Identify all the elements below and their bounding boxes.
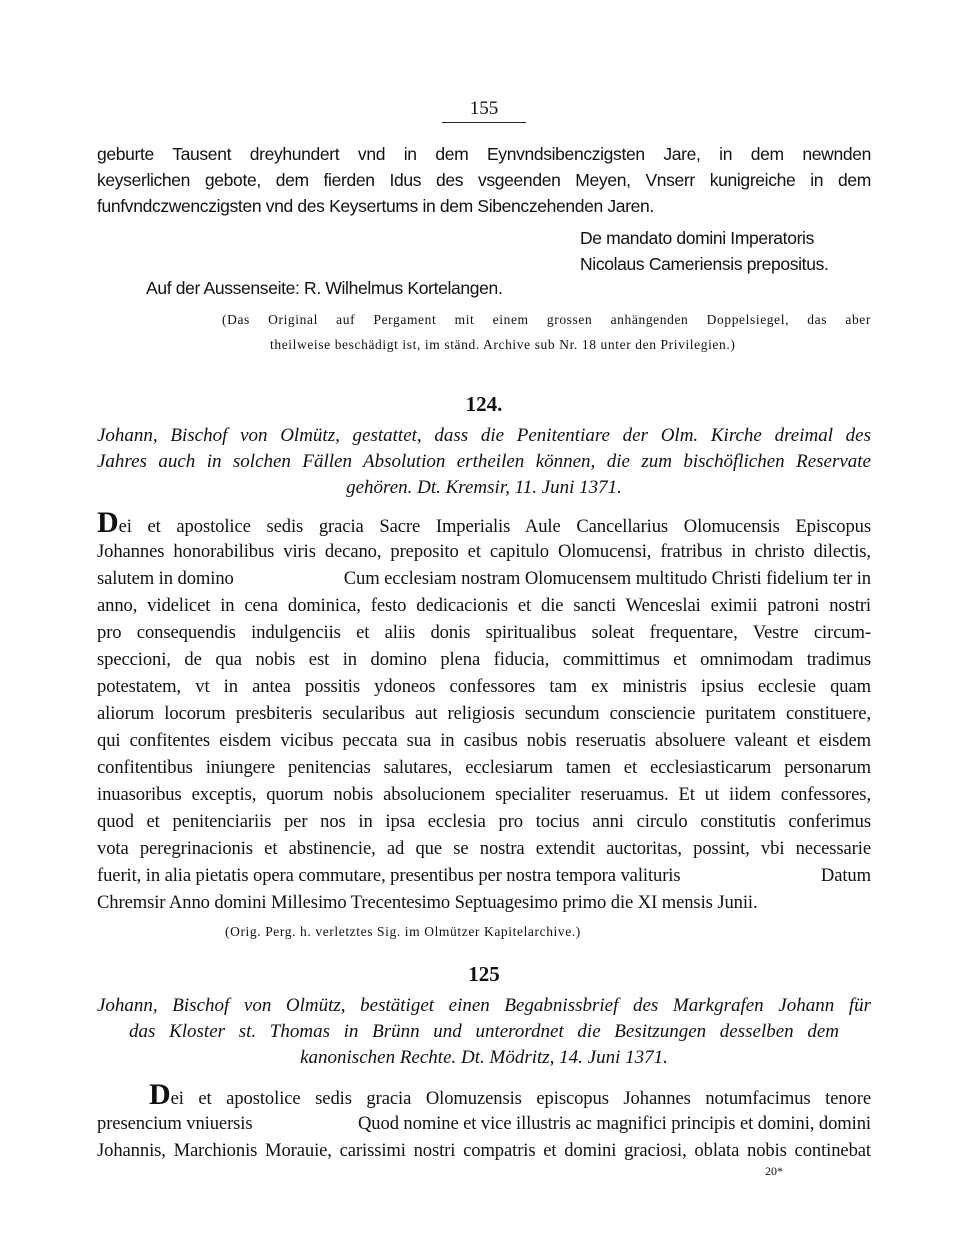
document-number-124: 124. [465,392,503,416]
text-124-line-3 [97,568,871,590]
intro-line-1: geburte Tausent dreyhundert vnd in dem Eynvndsibenczigsten Jare, in dem newnden [97,144,871,164]
text-124-line-9: qui confitentes eisdem vicibus peccata sua in casibus nobis reseruatis absoluere valeant et eisdem [97,730,871,751]
seal-note-line-2: theilweise beschädigt ist, im ständ. Archive sub Nr. 18 unter den Privilegien.) [270,337,736,352]
text-125-line-3: Johannis, Marchionis Morauie, carissimi nostri compatris et domini graciosi, oblata nobis continebat [97,1140,871,1161]
text-124-line-2: Johannes honorabilibus viris decano, preposito et capitulo Olomucensi, fratribus in christo dilectis, [97,541,871,562]
text-125-quod-nomine: Quod nomine et vice illustris ac magnifici principis et domini, domini [357,1113,871,1134]
text-124-line-14 [97,865,871,887]
text-124-line-13: vota peregrinacionis et abstinencie, ad que se nostra extendit auctoritas, possint, vbi necessarie [97,838,871,859]
text-124-salutem: salutem in domino [97,568,234,589]
mandate-line-1: De mandato domini Imperatoris [580,228,814,248]
seal-note-line-1: (Das Original auf Pergament mit einem grossen anhängenden Doppelsiegel, das aber [222,312,871,327]
text-125-line-2 [97,1113,871,1135]
regest-124-line-2: Jahres auch in solchen Fällen Absolution ertheilen können, die zum bischöflichen Reservate [97,451,871,472]
text-124-line-8: aliorum locorum presbiteris secularibus aut religiosis secundum consciencie puritatem constituere, [97,703,871,724]
text-124-cum-ecclesiam: Cum ecclesiam nostram Olomucensem multitudo Christi fidelium ter in [343,568,871,589]
text-124-line-5: pro consequendis indulgenciis et aliis donis spiritualibus soleat frequentare, Vestre circum- [97,622,871,643]
text-124-line-10: confitentibus iniungere penitencias salutares, ecclesiarum tamen et ecclesiasticarum personarum [97,757,871,778]
text-124-fuerit: fuerit, in alia pietatis opera commutare, presentibus per nostra tempora valituris [97,865,681,886]
text-124-line-15: Chremsir Anno domini Millesimo Trecentesimo Septuagesimo primo die XI mensis Junii. [97,892,758,913]
initial-letter: D [97,506,119,539]
mandate-line-2: Nicolaus Cameriensis prepositus. [580,254,829,274]
initial-letter-125: D [149,1078,171,1111]
text-124-first-line-rest: ei et apostolice sedis gracia Sacre Imperialis Aule Cancellarius Olomucensis Episcopus [118,516,871,537]
text-124-datum: Datum [820,865,871,886]
text-124-line-7: potestatem, vt in antea possitis ydoneos confessores tam ex ministris ipsius ecclesie quam [97,676,871,697]
source-124: (Orig. Perg. h. verletztes Sig. im Olmützer Kapitelarchive.) [225,924,581,939]
regest-125-line-3: kanonischen Rechte. Dt. Mödritz, 14. Juni 1371. [300,1047,668,1068]
text-124-line-1 [97,506,871,539]
regest-125-line-2: das Kloster st. Thomas in Brünn und unterordnet die Besitzungen desselben dem [129,1021,839,1042]
page-number-rule [442,122,526,123]
text-125-first-line-rest: ei et apostolice sedis gracia Olomuzensis episcopus Johannes notumfacimus tenore [170,1088,871,1109]
intro-line-2: keyserlichen gebote, dem fierden Idus des vsgeenden Meyen, Vnserr kunigreiche in dem [97,170,871,190]
outside-note: Auf der Aussenseite: R. Wilhelmus Kortelangen. [146,278,503,298]
document-number-125: 125 [468,962,500,986]
regest-124-line-3: gehören. Dt. Kremsir, 11. Juni 1371. [346,477,622,498]
regest-124-line-1: Johann, Bischof von Olmütz, gestattet, dass die Penitentiare der Olm. Kirche dreimal des [97,425,871,446]
page-number [97,98,871,123]
regest-125-line-1: Johann, Bischof von Olmütz, bestätiget einen Begabnissbrief des Markgrafen Johann für [97,995,871,1016]
signature-mark: 20* [765,1164,783,1178]
text-124-line-6: speccioni, de qua nobis est in domino plena fiducia, committimus et omnimodam tradimus [97,649,871,670]
text-125-presencium: presencium vniuersis [97,1113,253,1134]
intro-line-3: funfvndczwenczigsten vnd des Keysertums in dem Sibenczehenden Jaren. [97,196,654,216]
page-number-text: 155 [469,98,499,119]
text-124-line-4: anno, videlicet in cena dominica, festo dedicacionis et die sancti Wenceslai eximii patroni nostri [97,595,871,616]
text-124-line-11: inuasoribus exceptis, quorum nobis absolucionem specialiter reseruamus. Et ut iidem confessores, [97,784,871,805]
text-124-line-12: quod et penitenciariis per nos in ipsa ecclesia pro tocius anni circulo constitutis conferimus [97,811,871,832]
text-125-line-1 [149,1078,871,1111]
